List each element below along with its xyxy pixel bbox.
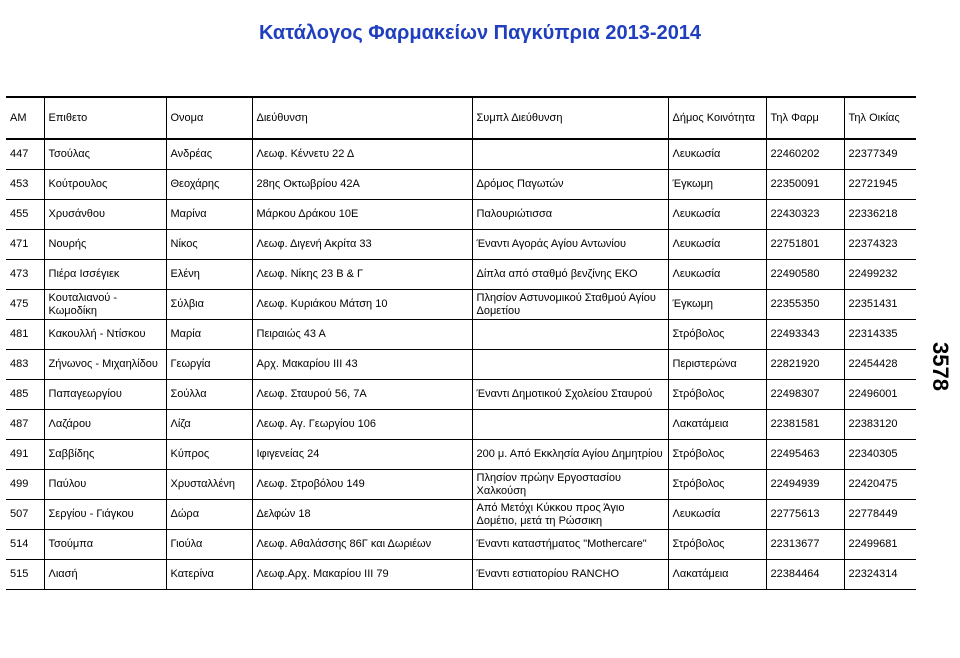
- cell-name: Θεοχάρης: [166, 170, 252, 200]
- cell-extra-address: [472, 350, 668, 380]
- cell-name: Χρυσταλλένη: [166, 470, 252, 500]
- cell-extra-address: Δίπλα από σταθμό βενζίνης ΕΚΟ: [472, 260, 668, 290]
- cell-home-phone: 22377349: [844, 139, 916, 170]
- column-header-address: Διεύθυνση: [252, 97, 472, 139]
- column-header-municipality: Δήμος Κοινότητα: [668, 97, 766, 139]
- cell-am: 514: [6, 530, 44, 560]
- table-body: [6, 139, 916, 590]
- cell-address: Λεωφ. Αγ. Γεωργίου 106: [252, 410, 472, 440]
- cell-name: Ελένη: [166, 260, 252, 290]
- cell-municipality: Έγκωμη: [668, 170, 766, 200]
- cell-home-phone: 22499681: [844, 530, 916, 560]
- column-header-name: Ονομα: [166, 97, 252, 139]
- cell-surname: Λαζάρου: [44, 410, 166, 440]
- cell-pharmacy-phone: 22313677: [766, 530, 844, 560]
- cell-pharmacy-phone: 22495463: [766, 440, 844, 470]
- cell-pharmacy-phone: 22350091: [766, 170, 844, 200]
- cell-home-phone: 22336218: [844, 200, 916, 230]
- cell-extra-address: Έναντι καταστήματος "Mothercare": [472, 530, 668, 560]
- cell-am: 491: [6, 440, 44, 470]
- cell-municipality: Στρόβολος: [668, 440, 766, 470]
- cell-pharmacy-phone: 22775613: [766, 500, 844, 530]
- cell-municipality: Λακατάμεια: [668, 560, 766, 590]
- table-header-row: [6, 97, 916, 139]
- cell-address: Μάρκου Δράκου 10Ε: [252, 200, 472, 230]
- cell-surname: Σαββίδης: [44, 440, 166, 470]
- cell-name: Σύλβια: [166, 290, 252, 320]
- cell-name: Κύπρος: [166, 440, 252, 470]
- cell-pharmacy-phone: 22493343: [766, 320, 844, 350]
- cell-extra-address: Πλησίον πρώην Εργοστασίου Χαλκούση: [472, 470, 668, 500]
- cell-am: 475: [6, 290, 44, 320]
- table-row: [6, 139, 916, 170]
- cell-pharmacy-phone: 22355350: [766, 290, 844, 320]
- cell-name: Νίκος: [166, 230, 252, 260]
- cell-am: 453: [6, 170, 44, 200]
- cell-address: Ιφιγενείας 24: [252, 440, 472, 470]
- cell-extra-address: [472, 139, 668, 170]
- table-row: [6, 290, 916, 320]
- cell-pharmacy-phone: 22460202: [766, 139, 844, 170]
- cell-extra-address: Από Μετόχι Κύκκου προς Άγιο Δομέτιο, μετά τη Ρώσσικη: [472, 500, 668, 530]
- cell-home-phone: 22496001: [844, 380, 916, 410]
- table-row: [6, 350, 916, 380]
- table-row: [6, 440, 916, 470]
- cell-surname: Κακουλλή - Ντίσκου: [44, 320, 166, 350]
- cell-home-phone: 22420475: [844, 470, 916, 500]
- cell-municipality: Λευκωσία: [668, 500, 766, 530]
- cell-pharmacy-phone: 22494939: [766, 470, 844, 500]
- cell-name: Ανδρέας: [166, 139, 252, 170]
- cell-am: 487: [6, 410, 44, 440]
- column-header-pharmacy-phone: Τηλ Φαρμ: [766, 97, 844, 139]
- cell-surname: Νουρής: [44, 230, 166, 260]
- cell-address: Λεωφ. Σταυρού 56, 7Α: [252, 380, 472, 410]
- table-row: [6, 230, 916, 260]
- cell-extra-address: 200 μ. Από Εκκλησία Αγίου Δημητρίου: [472, 440, 668, 470]
- cell-address: Πειραιώς 43 Α: [252, 320, 472, 350]
- cell-extra-address: [472, 410, 668, 440]
- cell-surname: Χρυσάνθου: [44, 200, 166, 230]
- table-row: [6, 530, 916, 560]
- cell-address: 28ης Οκτωβρίου 42Α: [252, 170, 472, 200]
- cell-am: 515: [6, 560, 44, 590]
- cell-address: Λεωφ. Αθαλάσσης 86Γ και Δωριέων: [252, 530, 472, 560]
- cell-am: 473: [6, 260, 44, 290]
- cell-extra-address: Έναντι Αγοράς Αγίου Αντωνίου: [472, 230, 668, 260]
- cell-surname: Κουταλιανού - Κωμοδίκη: [44, 290, 166, 320]
- cell-extra-address: Παλουριώτισσα: [472, 200, 668, 230]
- cell-name: Λίζα: [166, 410, 252, 440]
- cell-am: 447: [6, 139, 44, 170]
- cell-surname: Τσούμπα: [44, 530, 166, 560]
- cell-municipality: Στρόβολος: [668, 320, 766, 350]
- cell-home-phone: 22454428: [844, 350, 916, 380]
- cell-municipality: Περιστερώνα: [668, 350, 766, 380]
- cell-am: 481: [6, 320, 44, 350]
- column-header-am: AM: [6, 97, 44, 139]
- cell-municipality: Λευκωσία: [668, 200, 766, 230]
- cell-surname: Λιασή: [44, 560, 166, 590]
- table-row: [6, 560, 916, 590]
- cell-am: 471: [6, 230, 44, 260]
- cell-pharmacy-phone: 22490580: [766, 260, 844, 290]
- cell-municipality: Έγκωμη: [668, 290, 766, 320]
- cell-address: Δελφών 18: [252, 500, 472, 530]
- table-row: [6, 500, 916, 530]
- cell-surname: Κούτρουλος: [44, 170, 166, 200]
- cell-name: Σούλλα: [166, 380, 252, 410]
- page-title: Κατάλογος Φαρμακείων Παγκύπρια 2013-2014: [258, 22, 702, 44]
- cell-home-phone: 22374323: [844, 230, 916, 260]
- column-header-home-phone: Τηλ Οικίας: [844, 97, 916, 139]
- cell-pharmacy-phone: 22381581: [766, 410, 844, 440]
- pharmacy-table: [6, 96, 916, 590]
- cell-name: Γιούλα: [166, 530, 252, 560]
- cell-home-phone: 22778449: [844, 500, 916, 530]
- cell-municipality: Λευκωσία: [668, 230, 766, 260]
- cell-home-phone: 22351431: [844, 290, 916, 320]
- table-row: [6, 170, 916, 200]
- cell-extra-address: Έναντι εστιατορίου RANCHO: [472, 560, 668, 590]
- cell-municipality: Λευκωσία: [668, 139, 766, 170]
- cell-pharmacy-phone: 22751801: [766, 230, 844, 260]
- cell-surname: Παπαγεωργίου: [44, 380, 166, 410]
- cell-am: 499: [6, 470, 44, 500]
- cell-pharmacy-phone: 22384464: [766, 560, 844, 590]
- cell-home-phone: 22340305: [844, 440, 916, 470]
- column-header-surname: Επιθετο: [44, 97, 166, 139]
- cell-extra-address: Πλησίον Αστυνομικού Σταθμού Αγίου Δομετίου: [472, 290, 668, 320]
- cell-address: Αρχ. Μακαρίου ΙΙΙ 43: [252, 350, 472, 380]
- table-row: [6, 320, 916, 350]
- cell-surname: Ζήνωνος - Μιχαηλίδου: [44, 350, 166, 380]
- cell-pharmacy-phone: 22821920: [766, 350, 844, 380]
- cell-surname: Σεργίου - Γιάγκου: [44, 500, 166, 530]
- table-row: [6, 380, 916, 410]
- page-number: 3578: [928, 342, 953, 391]
- cell-pharmacy-phone: 22498307: [766, 380, 844, 410]
- cell-address: Λεωφ. Διγενή Ακρίτα 33: [252, 230, 472, 260]
- cell-surname: Παύλου: [44, 470, 166, 500]
- cell-home-phone: 22499232: [844, 260, 916, 290]
- table-row: [6, 200, 916, 230]
- cell-am: 507: [6, 500, 44, 530]
- cell-municipality: Στρόβολος: [668, 470, 766, 500]
- cell-address: Λεωφ.Αρχ. Μακαρίου ΙΙΙ 79: [252, 560, 472, 590]
- cell-extra-address: Δρόμος Παγωτών: [472, 170, 668, 200]
- cell-name: Κατερίνα: [166, 560, 252, 590]
- column-header-extra-address: Συμπλ Διεύθυνση: [472, 97, 668, 139]
- cell-extra-address: [472, 320, 668, 350]
- cell-address: Λεωφ. Κυριάκου Μάτση 10: [252, 290, 472, 320]
- cell-name: Μαρία: [166, 320, 252, 350]
- cell-name: Δώρα: [166, 500, 252, 530]
- cell-municipality: Στρόβολος: [668, 530, 766, 560]
- cell-pharmacy-phone: 22430323: [766, 200, 844, 230]
- cell-name: Μαρίνα: [166, 200, 252, 230]
- cell-surname: Τσούλας: [44, 139, 166, 170]
- cell-address: Λεωφ. Νίκης 23 Β & Γ: [252, 260, 472, 290]
- cell-address: Λεωφ. Κέννετυ 22 Δ: [252, 139, 472, 170]
- cell-home-phone: 22314335: [844, 320, 916, 350]
- cell-municipality: Λακατάμεια: [668, 410, 766, 440]
- cell-home-phone: 22721945: [844, 170, 916, 200]
- cell-am: 483: [6, 350, 44, 380]
- table-row: [6, 470, 916, 500]
- cell-home-phone: 22383120: [844, 410, 916, 440]
- cell-address: Λεωφ. Στροβόλου 149: [252, 470, 472, 500]
- cell-am: 455: [6, 200, 44, 230]
- table-row: [6, 410, 916, 440]
- cell-municipality: Λευκωσία: [668, 260, 766, 290]
- cell-home-phone: 22324314: [844, 560, 916, 590]
- cell-municipality: Στρόβολος: [668, 380, 766, 410]
- cell-am: 485: [6, 380, 44, 410]
- cell-extra-address: Έναντι Δημοτικού Σχολείου Σταυρού: [472, 380, 668, 410]
- cell-name: Γεωργία: [166, 350, 252, 380]
- cell-surname: Πιέρα Ισσέγιεκ: [44, 260, 166, 290]
- table-row: [6, 260, 916, 290]
